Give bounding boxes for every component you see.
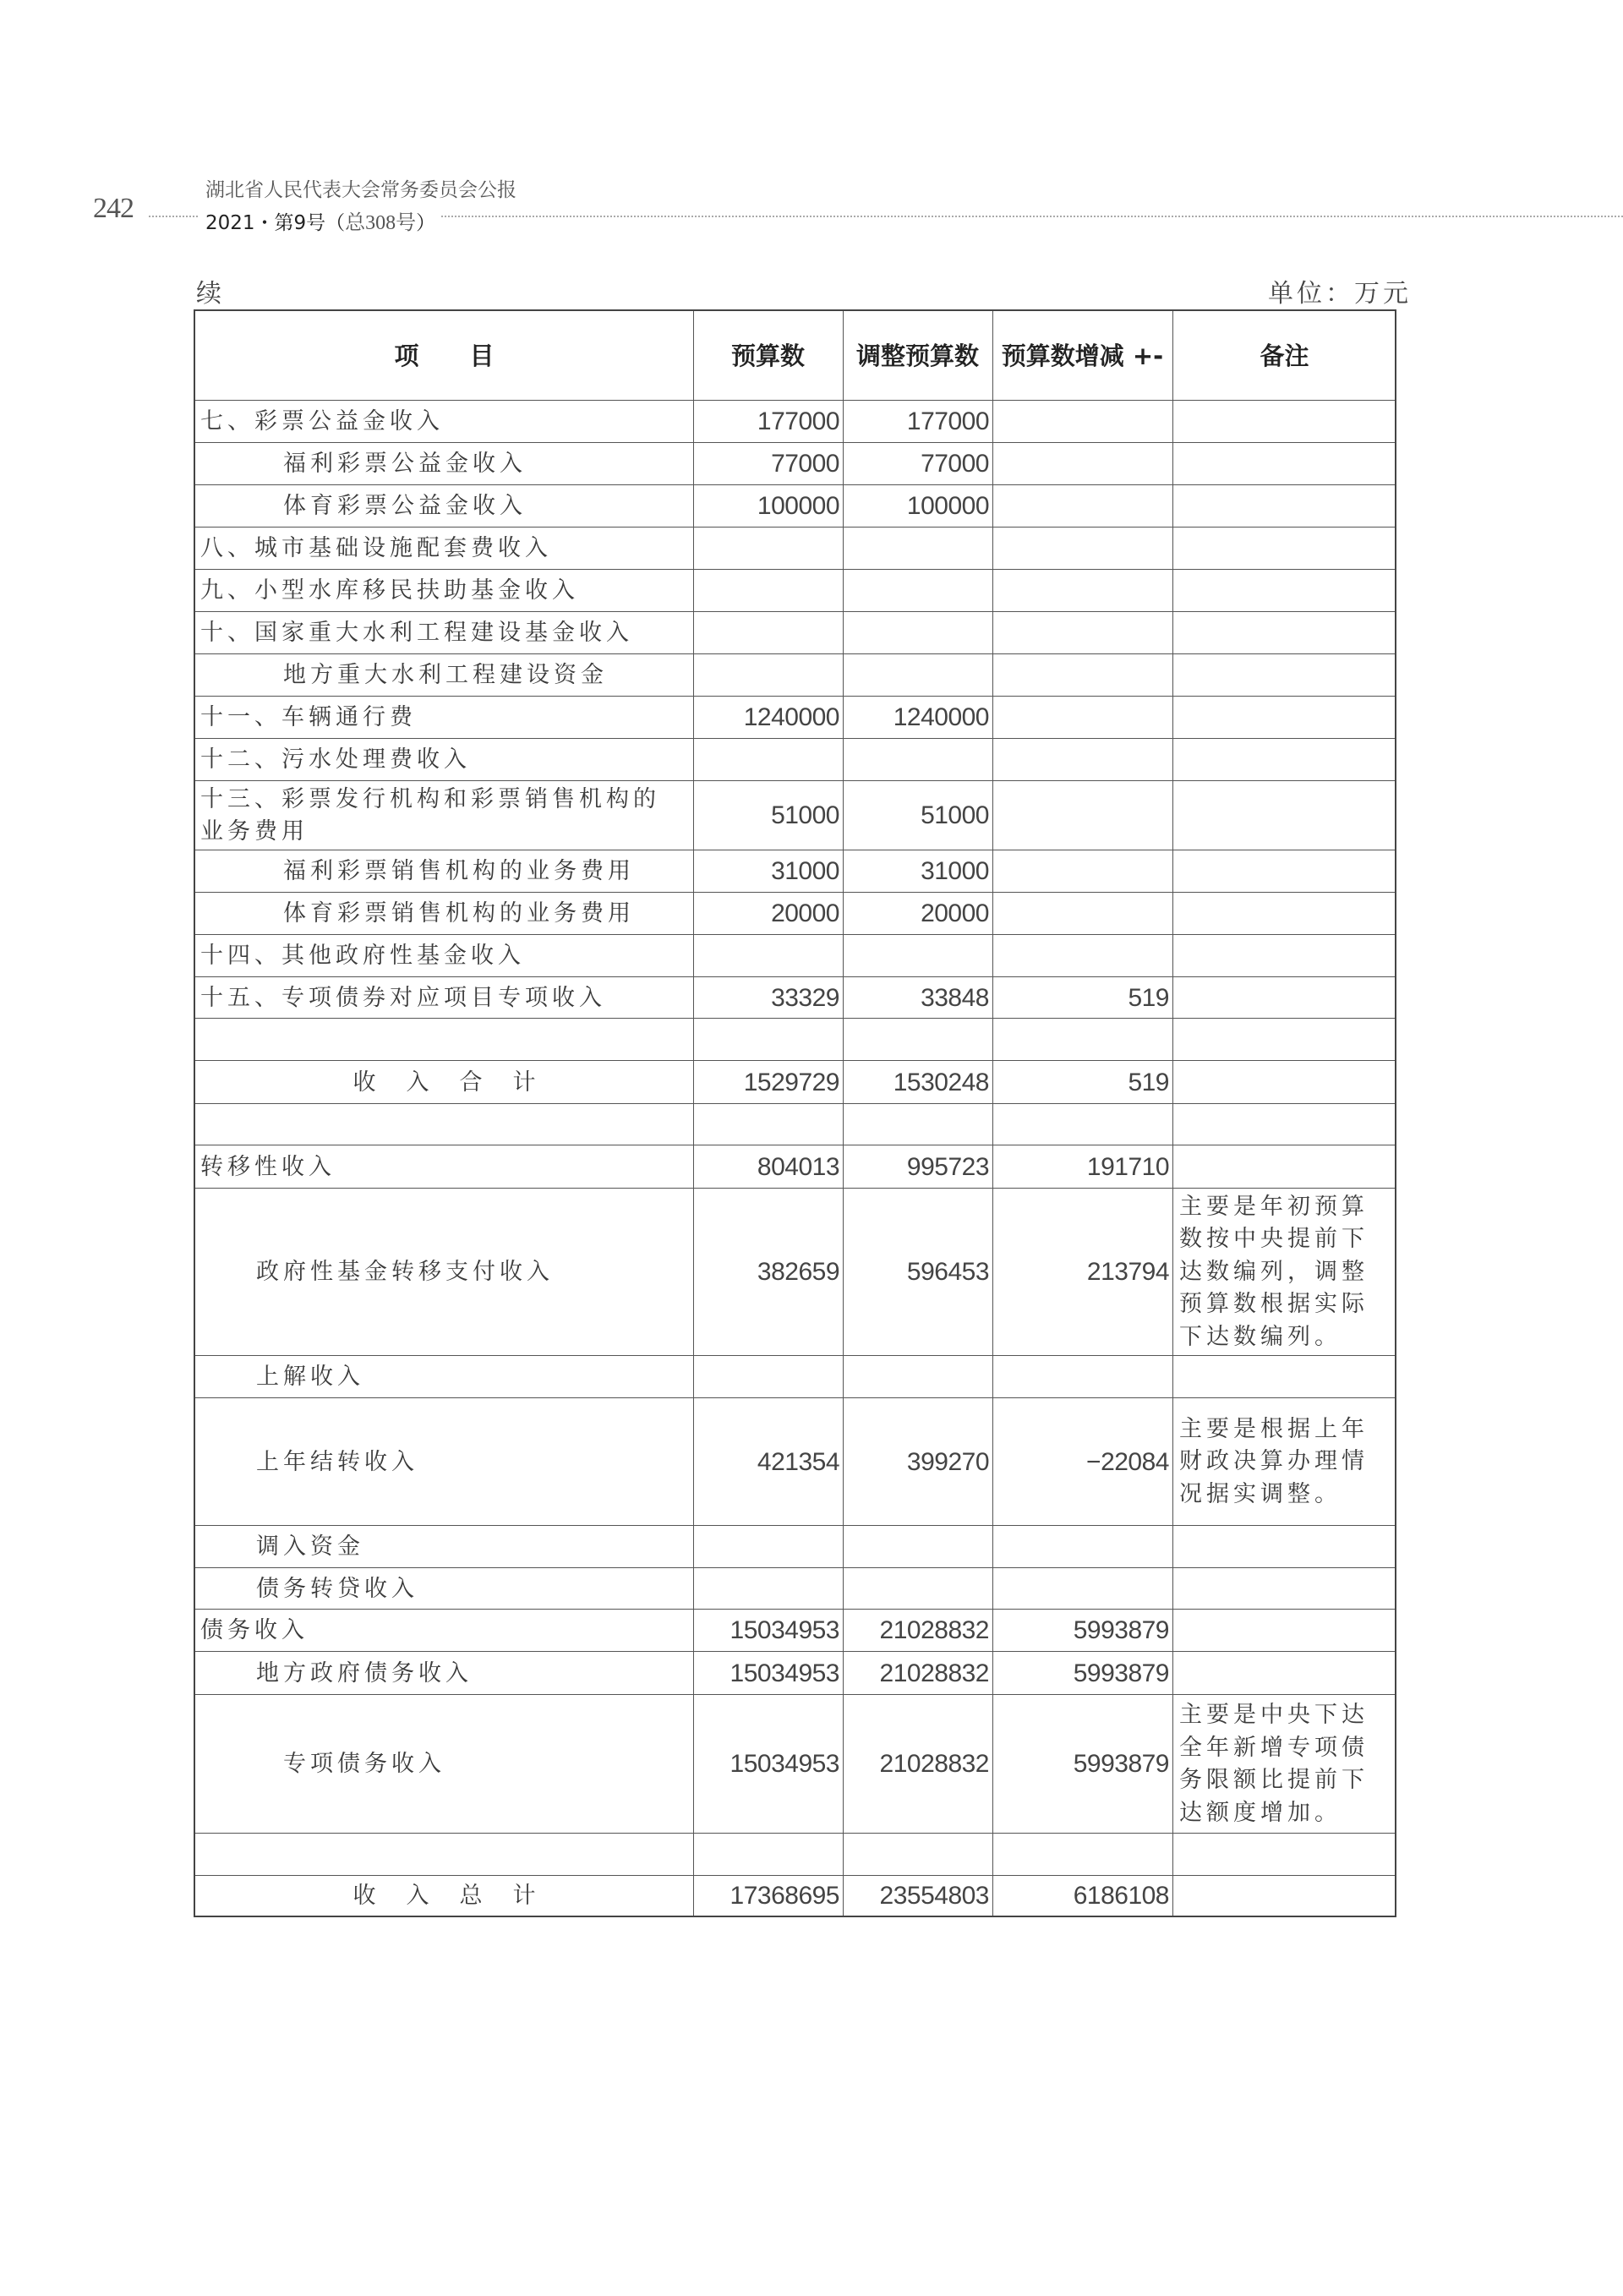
row-change-value: 519	[1128, 1068, 1169, 1096]
row-change-value	[992, 935, 1172, 977]
table-row	[195, 1651, 1395, 1695]
row-remark	[1172, 1398, 1396, 1526]
row-item-label: 十一、车辆通行费	[200, 704, 417, 730]
row-remark	[1172, 1104, 1396, 1145]
row-budget-value: 804013	[757, 1152, 839, 1181]
row-item-label: 上年结转收入	[256, 1448, 418, 1475]
table-row	[195, 400, 1395, 443]
row-item-label: 体育彩票销售机构的业务费用	[283, 900, 635, 927]
row-budget-value: 31000	[771, 857, 839, 885]
table-row	[195, 892, 1395, 935]
row-item-label: 福利彩票公益金收入	[283, 451, 527, 477]
table-row	[195, 1875, 1395, 1916]
remark-line: 下达数编列。	[1179, 1323, 1342, 1350]
row-change-value	[992, 1019, 1172, 1061]
row-item-label: 十、国家重大水利工程建设基金收入	[200, 620, 633, 646]
row-change-value: 519	[1128, 983, 1169, 1012]
row-item-label	[195, 1019, 693, 1061]
row-remark	[1172, 1568, 1396, 1610]
row-adjusted-value	[843, 1356, 992, 1398]
remark-line: 况据实调整。	[1179, 1480, 1342, 1507]
row-change-value	[992, 528, 1172, 570]
table-row	[195, 1694, 1395, 1834]
row-change-value: 5993879	[1073, 1750, 1169, 1778]
table-row	[195, 1188, 1395, 1356]
row-remark	[1172, 1356, 1396, 1398]
table-row	[195, 569, 1395, 612]
row-change-value	[992, 850, 1172, 893]
remark-line: 数按中央提前下	[1179, 1226, 1369, 1253]
row-remark	[1172, 1610, 1396, 1652]
row-item-label	[195, 1834, 693, 1876]
issue-close: ）	[416, 212, 436, 234]
row-item-label	[195, 1104, 693, 1145]
row-remark	[1172, 781, 1396, 850]
row-adjusted-value	[843, 1834, 992, 1876]
row-adjusted-value: 995723	[906, 1152, 989, 1181]
row-budget-value	[693, 739, 843, 781]
table-row	[195, 1609, 1395, 1652]
row-adjusted-value: 23554803	[879, 1882, 989, 1910]
remark-line: 主要是年初预算	[1179, 1193, 1369, 1220]
row-change-value: −22084	[1086, 1447, 1169, 1476]
row-budget-value: 20000	[771, 899, 839, 927]
row-item-label: 十五、专项债券对应项目专项收入	[200, 984, 606, 1011]
row-change-value	[992, 570, 1172, 612]
row-budget-value	[693, 1526, 843, 1568]
row-adjusted-value	[843, 1019, 992, 1061]
row-adjusted-value	[843, 935, 992, 977]
row-adjusted-value: 21028832	[879, 1750, 989, 1778]
row-change-value	[992, 1568, 1172, 1610]
row-budget-value: 33329	[771, 983, 839, 1012]
row-budget-value: 177000	[757, 407, 839, 435]
row-budget-value: 15034953	[730, 1616, 839, 1644]
row-budget-value: 1240000	[743, 703, 839, 731]
row-change-value	[992, 781, 1172, 850]
table-row	[195, 1397, 1395, 1526]
unit-label: 单位：万元	[1268, 279, 1412, 309]
row-remark	[1172, 528, 1396, 570]
row-budget-value	[693, 1568, 843, 1610]
issue-label: 2021・第9号（	[205, 212, 346, 234]
row-change-value	[992, 401, 1172, 443]
row-adjusted-value	[843, 1526, 992, 1568]
row-change-value	[992, 893, 1172, 935]
row-adjusted-value	[843, 612, 992, 654]
row-adjusted-value: 177000	[906, 407, 989, 435]
continued-label: 续	[196, 279, 221, 309]
row-adjusted-value	[843, 1568, 992, 1610]
header-budget-change: 预算数增减 +-	[1001, 342, 1164, 370]
row-change-value	[992, 612, 1172, 654]
table-row	[195, 850, 1395, 893]
row-item-label: 福利彩票销售机构的业务费用	[283, 858, 635, 884]
table-row	[195, 1355, 1395, 1398]
row-adjusted-value: 77000	[921, 450, 989, 478]
row-change-value: 5993879	[1073, 1616, 1169, 1644]
table-row-empty	[195, 1833, 1395, 1876]
row-adjusted-value	[843, 528, 992, 570]
row-item-label: 债务转贷收入	[256, 1575, 418, 1602]
table-row	[195, 1567, 1395, 1610]
row-remark	[1172, 1145, 1396, 1189]
table-row	[195, 484, 1395, 528]
row-item-label: 七、彩票公益金收入	[200, 408, 444, 435]
row-remark	[1172, 977, 1396, 1019]
row-change-value: 5993879	[1073, 1659, 1169, 1687]
row-budget-value: 51000	[771, 801, 839, 829]
table-row-empty	[195, 1103, 1395, 1145]
row-remark	[1172, 1652, 1396, 1695]
table-row	[195, 1525, 1395, 1568]
row-remark	[1172, 1189, 1396, 1356]
row-change-value: 191710	[1086, 1152, 1169, 1181]
table-row	[195, 976, 1395, 1019]
row-change-value	[992, 697, 1172, 739]
row-item-label: 十四、其他政府性基金收入	[200, 943, 525, 969]
row-change-value: 213794	[1086, 1258, 1169, 1286]
row-change-value	[992, 1356, 1172, 1398]
row-item-label: 收入总计	[352, 1883, 566, 1909]
row-remark	[1172, 570, 1396, 612]
header-budget: 预算数	[730, 342, 805, 370]
row-item-label: 收入合计	[352, 1069, 566, 1096]
table-row	[195, 1145, 1395, 1189]
table-row	[195, 1060, 1395, 1104]
row-remark	[1172, 1526, 1396, 1568]
row-budget-value: 77000	[771, 450, 839, 478]
table-row	[195, 738, 1395, 781]
row-change-value	[992, 1104, 1172, 1145]
row-remark	[1172, 739, 1396, 781]
row-change-value	[992, 485, 1172, 528]
row-item-label: 转移性收入	[200, 1153, 336, 1180]
row-item-label: 八、城市基础设施配套费收入	[200, 535, 552, 561]
row-adjusted-value	[843, 570, 992, 612]
row-item-label: 地方重大水利工程建设资金	[283, 662, 608, 688]
row-remark	[1172, 697, 1396, 739]
row-budget-value: 100000	[757, 492, 839, 520]
row-item-label: 债务收入	[200, 1617, 309, 1643]
row-budget-value: 421354	[757, 1447, 839, 1476]
row-adjusted-value	[843, 739, 992, 781]
row-change-value: 6186108	[1073, 1882, 1169, 1910]
row-budget-value	[693, 570, 843, 612]
table-row	[195, 696, 1395, 739]
row-change-value	[992, 739, 1172, 781]
issue-info	[205, 205, 435, 235]
issue-total: 总308号	[345, 212, 417, 234]
row-item-label: 地方政府债务收入	[256, 1659, 473, 1686]
row-budget-value	[693, 612, 843, 654]
row-change-value	[992, 654, 1172, 697]
table-row	[195, 611, 1395, 654]
row-adjusted-value: 596453	[906, 1258, 989, 1286]
row-item-label: 十二、污水处理费收入	[200, 746, 471, 773]
page-number: 242	[93, 193, 134, 224]
row-remark	[1172, 1834, 1396, 1876]
row-item-label: 十三、彩票发行机构和彩票销售机构的业务费用	[200, 786, 660, 845]
row-budget-value: 17368695	[730, 1882, 839, 1910]
row-remark	[1172, 850, 1396, 893]
row-remark	[1172, 893, 1396, 935]
row-adjusted-value: 21028832	[879, 1659, 989, 1687]
row-adjusted-value: 20000	[921, 899, 989, 927]
row-adjusted-value: 21028832	[879, 1616, 989, 1644]
remark-line: 财政决算办理情	[1179, 1448, 1369, 1475]
row-adjusted-value	[843, 654, 992, 697]
row-adjusted-value: 1240000	[893, 703, 989, 731]
row-budget-value	[693, 1019, 843, 1061]
row-adjusted-value	[843, 1104, 992, 1145]
row-remark	[1172, 654, 1396, 697]
remark-line: 主要是根据上年	[1179, 1415, 1369, 1442]
row-adjusted-value: 31000	[921, 857, 989, 885]
row-item-label: 体育彩票公益金收入	[283, 493, 527, 519]
table-row-empty	[195, 1018, 1395, 1061]
table-row	[195, 527, 1395, 570]
header-dotted-rule-right	[441, 216, 1623, 217]
row-remark	[1172, 1695, 1396, 1834]
row-adjusted-value: 51000	[921, 801, 989, 829]
row-remark	[1172, 1061, 1396, 1104]
row-budget-value: 15034953	[730, 1750, 839, 1778]
remark-line: 主要是中央下达	[1179, 1702, 1369, 1728]
journal-title: 湖北省人民代表大会常务委员会公报	[205, 179, 516, 201]
remark-line: 达额度增加。	[1179, 1799, 1342, 1826]
row-budget-value: 15034953	[730, 1659, 839, 1687]
row-adjusted-value: 399270	[906, 1447, 989, 1476]
row-remark	[1172, 1876, 1396, 1916]
header-remarks: 备注	[1260, 342, 1309, 370]
remark-line: 务限额比提前下	[1179, 1767, 1369, 1793]
row-budget-value	[693, 1834, 843, 1876]
row-budget-value	[693, 1356, 843, 1398]
row-remark	[1172, 1019, 1396, 1061]
row-remark	[1172, 443, 1396, 485]
row-remark	[1172, 401, 1396, 443]
row-budget-value	[693, 528, 843, 570]
header-dotted-rule-left	[149, 216, 198, 217]
table-row	[195, 653, 1395, 697]
row-budget-value: 1529729	[743, 1068, 839, 1096]
row-change-value	[992, 443, 1172, 485]
row-remark	[1172, 935, 1396, 977]
row-budget-value	[693, 1104, 843, 1145]
remark-line: 预算数根据实际	[1179, 1291, 1369, 1318]
row-item-label: 政府性基金转移支付收入	[256, 1259, 554, 1285]
row-item-label: 上解收入	[256, 1364, 364, 1390]
row-item-label: 专项债务收入	[283, 1751, 445, 1777]
row-budget-value: 382659	[757, 1258, 839, 1286]
table-header-row	[195, 309, 1395, 400]
row-adjusted-value: 33848	[921, 983, 989, 1012]
table-row	[195, 780, 1395, 850]
row-budget-value	[693, 654, 843, 697]
header-adjusted-budget: 调整预算数	[855, 342, 979, 370]
row-change-value	[992, 1526, 1172, 1568]
row-adjusted-value: 1530248	[893, 1068, 989, 1096]
row-item-label: 调入资金	[256, 1533, 364, 1560]
row-budget-value	[693, 935, 843, 977]
table-row	[195, 442, 1395, 485]
budget-table	[194, 309, 1396, 1917]
table-row	[195, 934, 1395, 977]
row-adjusted-value: 100000	[906, 492, 989, 520]
row-remark	[1172, 612, 1396, 654]
remark-line: 全年新增专项债	[1179, 1734, 1369, 1761]
header-item: 项目	[394, 342, 545, 370]
row-item-label: 九、小型水库移民扶助基金收入	[200, 577, 579, 604]
remark-line: 达数编列，调整	[1179, 1258, 1369, 1285]
row-change-value	[992, 1834, 1172, 1876]
row-remark	[1172, 485, 1396, 528]
